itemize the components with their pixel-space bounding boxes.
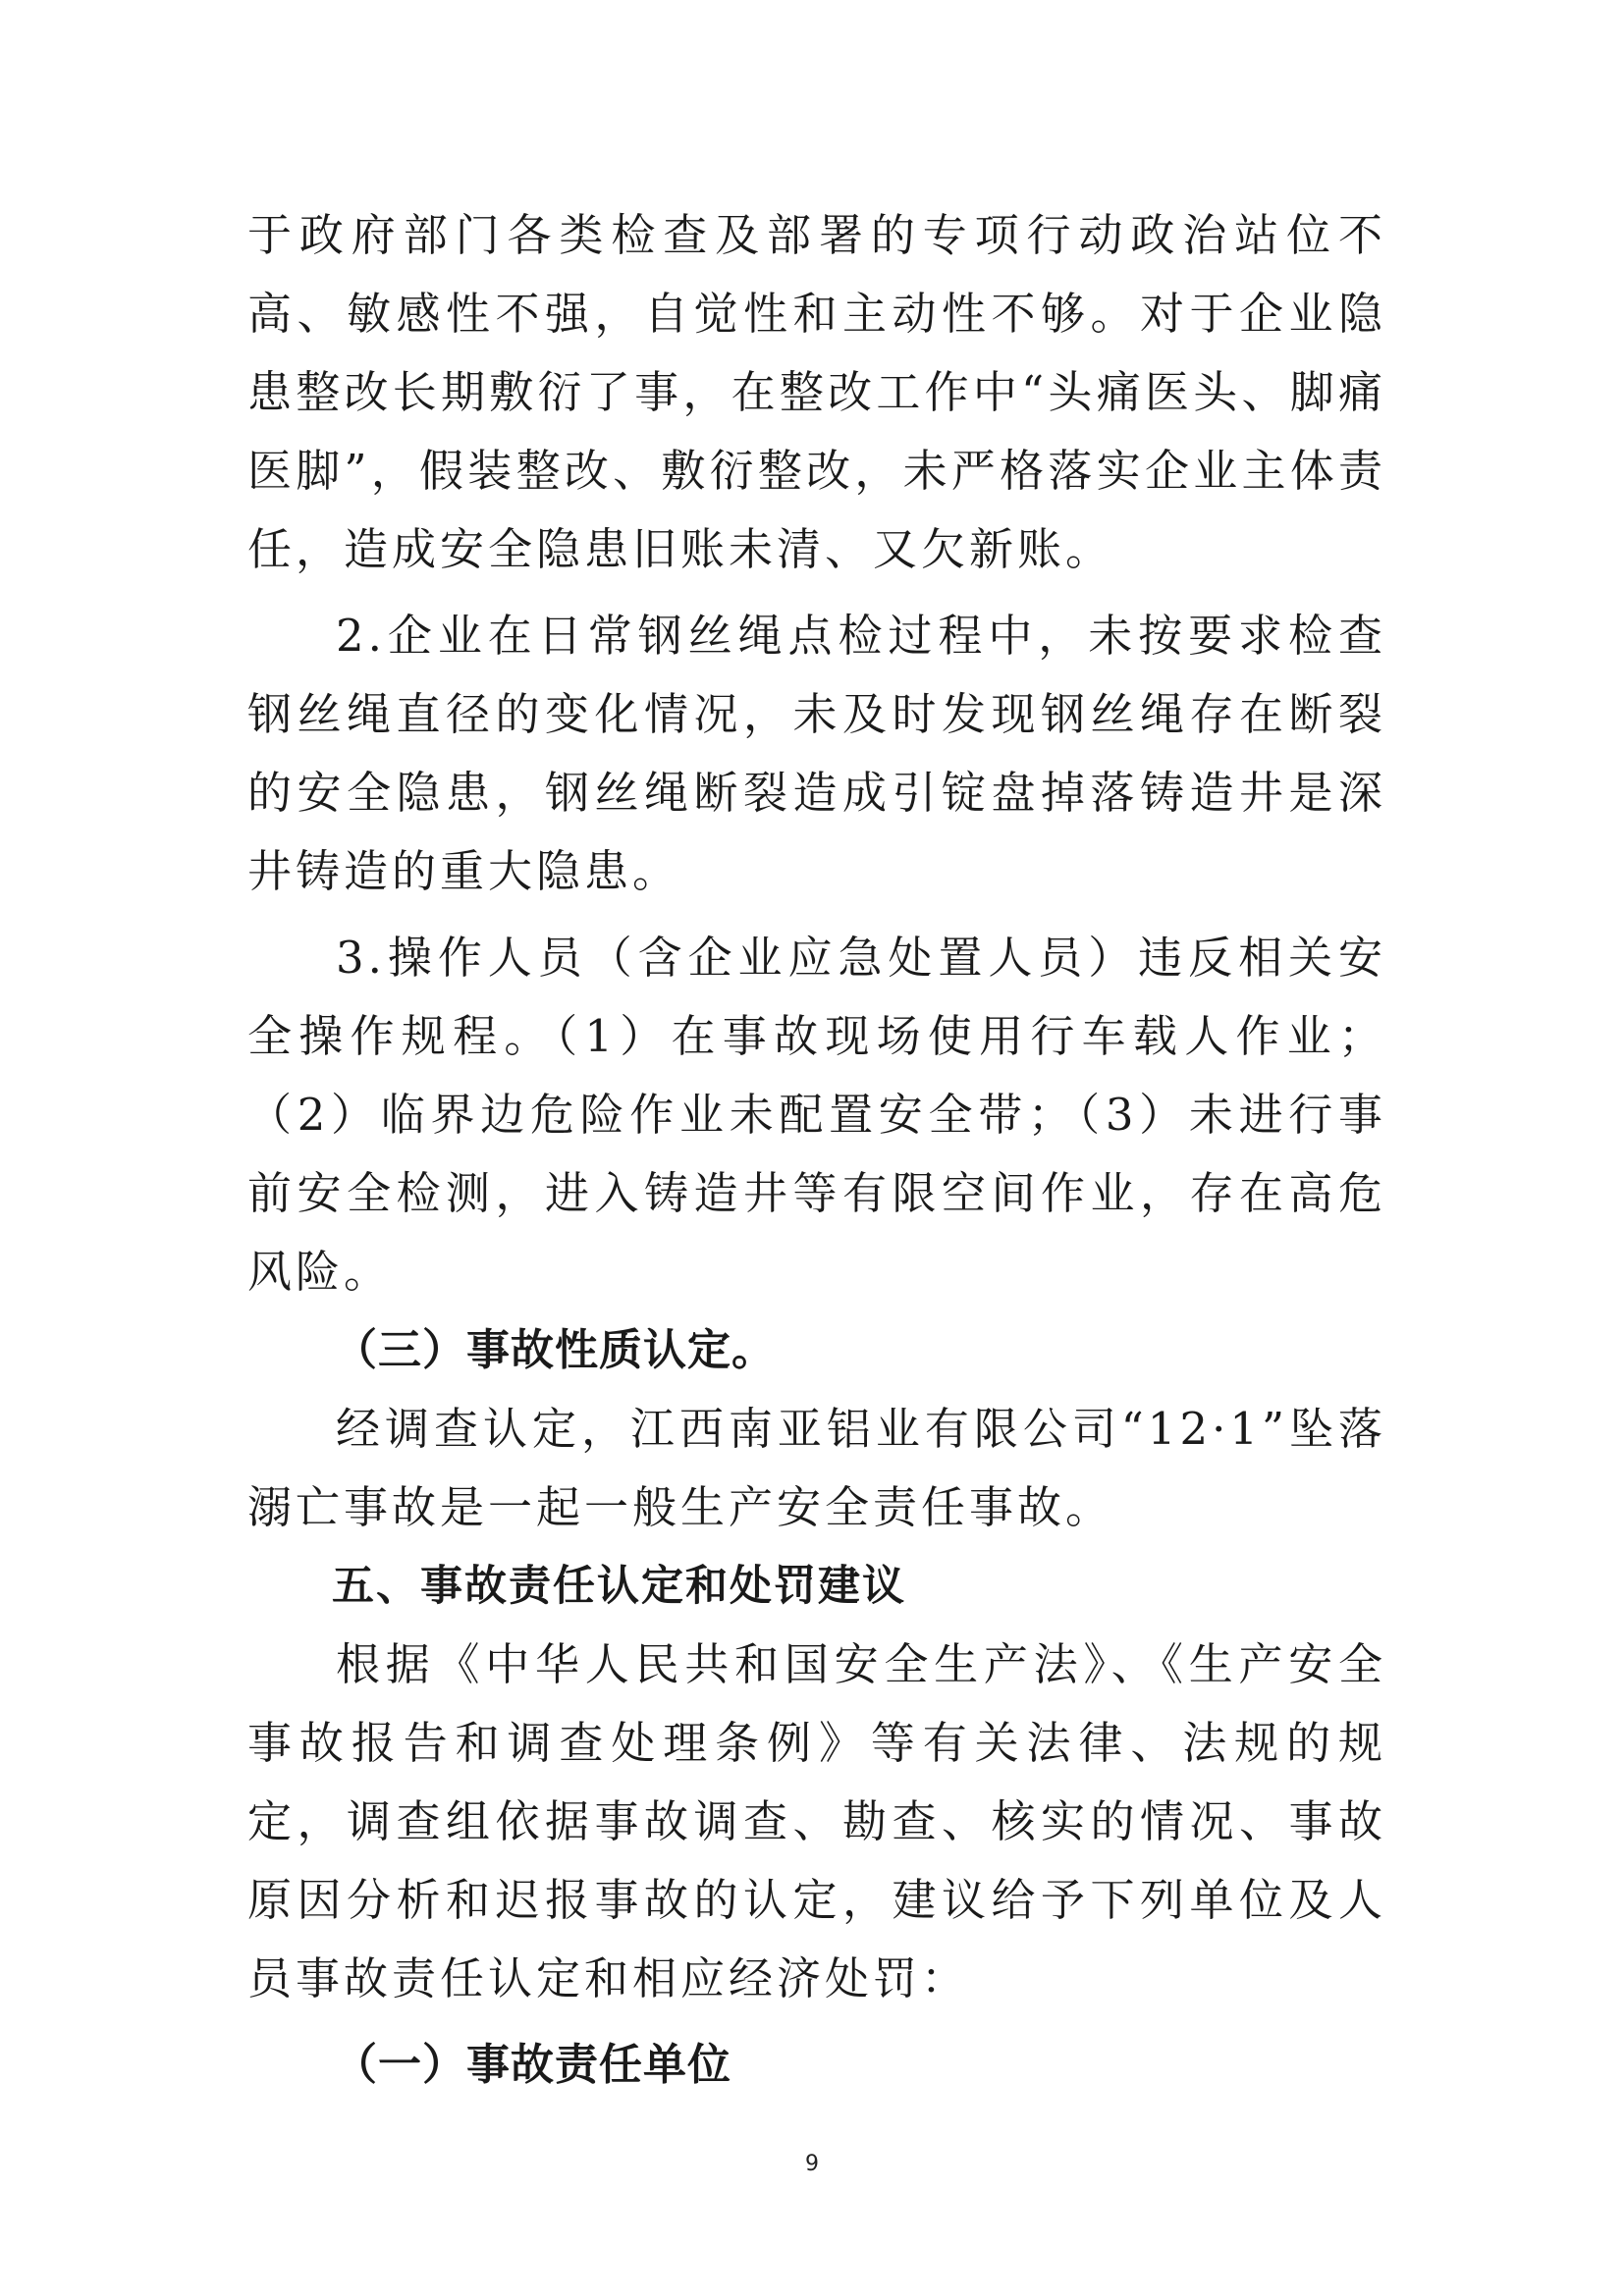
- page-number: 9: [805, 2152, 819, 2176]
- subheading-responsible-unit: （一）事故责任单位: [334, 2040, 731, 2090]
- section-heading-responsibility: 五、事故责任认定和处罚建议: [332, 1562, 906, 1611]
- paragraph-continuation: 于政府部门各类检查及部署的专项行动政治站位不高、敏感性不强，自觉性和主动性不够。对于企业隐患整改长期敷衍了事，在整改工作中“头痛医头、脚痛医脚”，假装整改、敷衍整改，未严格落实企业主体责任，造成安全隐患旧账未清、又欠新账。: [247, 209, 1386, 575]
- document-body: [247, 196, 1386, 2105]
- subheading-accident-nature: （三）事故性质认定。: [334, 1325, 776, 1375]
- paragraph-responsibility-basis: 根据《中华人民共和国安全生产法》、《生产安全事故报告和调查处理条例》等有关法律、法规的规定，调查组依据事故调查、勘查、核实的情况、事故原因分析和迟报事故的认定，建议给予下列单位及人员事故责任认定和相应经济处罚：: [247, 1638, 1386, 2004]
- paragraph-item-3: 3.操作人员（含企业应急处置人员）违反相关安全操作规程。（1）在事故现场使用行车载人作业；（2）临界边危险作业未配置安全带；（3）未进行事前安全检测，进入铸造井等有限空间作业，存在高危风险。: [247, 932, 1386, 1298]
- paragraph-item-2: 2.企业在日常钢丝绳点检过程中，未按要求检查钢丝绳直径的变化情况，未及时发现钢丝绳存在断裂的安全隐患，钢丝绳断裂造成引锭盘掉落铸造井是深井铸造的重大隐患。: [247, 610, 1386, 897]
- paragraph-accident-nature: 经调查认定，江西南亚铝业有限公司“12·1”坠落溺亡事故是一起一般生产安全责任事故。: [247, 1403, 1386, 1533]
